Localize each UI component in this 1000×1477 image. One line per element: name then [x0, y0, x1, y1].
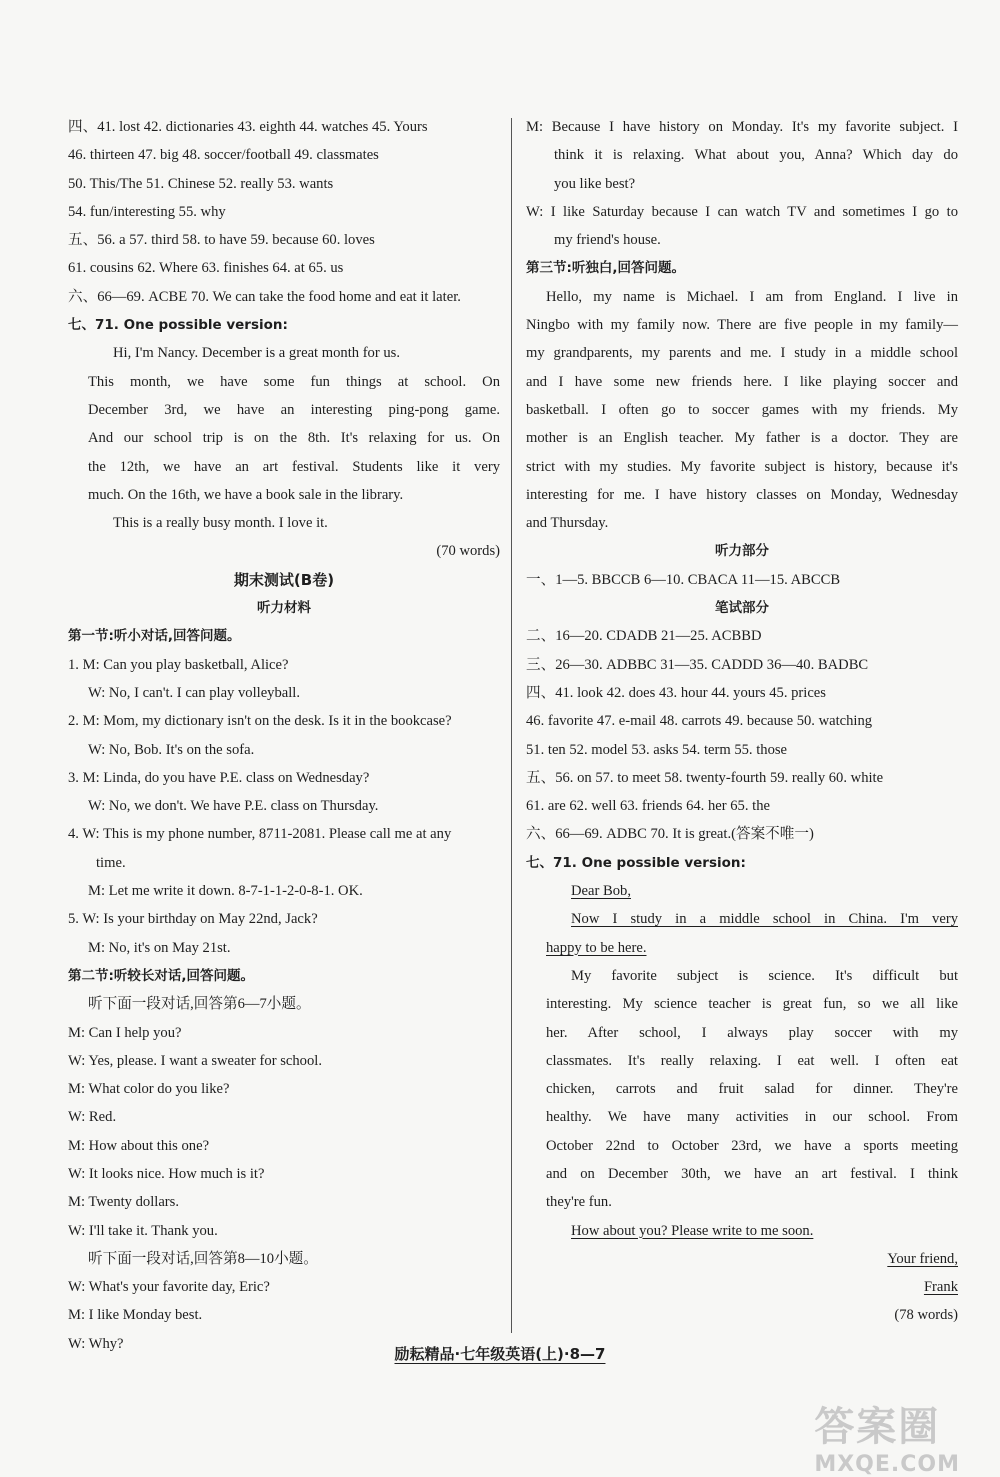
dialog-line: M: I like Monday best.: [68, 1307, 203, 1324]
column-divider: [511, 118, 512, 1333]
section-heading: 笔试部分: [715, 600, 769, 617]
dialog-line: M: Let me write it down. 8-7-1-1-2-0-8-1. OK.: [88, 883, 363, 900]
letter-line: [526, 934, 958, 962]
dialog-line: think it is relaxing. What about you, Anna? Which day do: [554, 147, 958, 164]
section-title: 第一节:听小对话,回答问题。: [68, 628, 241, 645]
essay-line: This month, we have some fun things at school. On: [88, 373, 500, 390]
letter-line: healthy. We have many activities in our school. From: [546, 1109, 958, 1126]
dialog-line: M: Can I help you?: [68, 1024, 182, 1041]
monologue-line: Hello, my name is Michael. I am from England. I live in: [546, 288, 958, 305]
dialog-line: M: Because I have history on Monday. It's my favorite subject. I: [526, 119, 958, 135]
dialog-line: M: What color do you like?: [68, 1081, 230, 1098]
letter-line: her. After school, I always play soccer with my: [546, 1024, 958, 1041]
essay-line: And our school trip is on the 8th. It's relaxing for us. On: [88, 430, 500, 447]
word-count: (70 words): [436, 543, 500, 560]
watermark-logo-text: 答案圈: [814, 1404, 941, 1450]
monologue-line: and Thursday.: [526, 515, 609, 532]
watermark: [814, 1395, 960, 1477]
word-count: (78 words): [894, 1307, 958, 1324]
right-column: [526, 113, 958, 1330]
salutation-text: Dear Bob,: [571, 883, 631, 900]
essay-line: much. On the 16th, we have a book sale in the library.: [88, 486, 404, 503]
dialog-line: W: No, I can't. I can play volleyball.: [88, 684, 301, 701]
watermark-url: MXQE.COM: [814, 1452, 960, 1477]
answer-line: 54. fun/interesting 55. why: [68, 203, 226, 220]
answer-line: 三、26—30. ADBBC 31—35. CADDD 36—40. BADBC: [526, 656, 869, 673]
letter-line: October 22nd to October 23rd, we have a sports meeting: [546, 1137, 958, 1154]
letter-intro-text: happy to be here.: [546, 939, 647, 956]
letter-line: interesting. My science teacher is great fun, so we all like: [546, 996, 958, 1013]
answer-line: 六、66—69. ACBE 70. We can take the food home and eat it later.: [68, 288, 461, 305]
essay-heading: 七、71. One possible version:: [68, 317, 288, 334]
dialog-line: W: I'll take it. Thank you.: [68, 1222, 218, 1239]
letter-line: classmates. It's really relaxing. I eat well. I often eat: [546, 1052, 958, 1069]
signature-text: Frank: [923, 1279, 958, 1296]
section-heading: 听力部分: [715, 543, 769, 560]
monologue-line: mother is an English teacher. My father is a doctor. They are: [526, 430, 958, 447]
signoff-text: Your friend,: [887, 1250, 958, 1267]
section-heading: 听力材料: [257, 600, 311, 617]
letter-line: [526, 905, 958, 933]
answer-line: 46. thirteen 47. big 48. soccer/football 49. classmates: [68, 147, 379, 164]
letter-closing: [526, 1217, 958, 1245]
answer-line: 六、66—69. ADBC 70. It is great.(答案不唯一): [526, 826, 814, 843]
answer-line: 四、41. look 42. does 43. hour 44. yours 45. prices: [526, 684, 826, 701]
section-title: 第三节:听独白,回答问题。: [526, 260, 686, 277]
dialog-line: W: What's your favorite day, Eric?: [68, 1279, 270, 1296]
left-column: [68, 113, 500, 1358]
answer-line: 五、56. on 57. to meet 58. twenty-fourth 59. really 60. white: [526, 769, 884, 786]
page-footer: [0, 1343, 1000, 1364]
dialog-line: W: Yes, please. I want a sweater for school.: [68, 1052, 322, 1069]
dialog-line: W: Red.: [68, 1109, 117, 1126]
exam-title: 期末测试(B卷): [233, 570, 335, 589]
essay-line: the 12th, we have an art festival. Students like it very: [88, 458, 500, 475]
dialog-line: M: How about this one?: [68, 1137, 210, 1154]
dialog-line: W: Why?: [68, 1335, 124, 1352]
answer-line: 46. favorite 47. e-mail 48. carrots 49. because 50. watching: [526, 713, 873, 730]
dialog-line: M: No, it's on May 21st.: [88, 939, 231, 956]
dialog-line: 4. W: This is my phone number, 8711-2081. Please call me at any: [68, 826, 452, 843]
dialog-line: W: It looks nice. How much is it?: [68, 1165, 265, 1182]
dialog-line: W: No, we don't. We have P.E. class on Thursday.: [88, 798, 379, 815]
instruction: 听下面一段对话,回答第6—7小题。: [88, 996, 311, 1013]
monologue-line: and I have some new friends here. I like playing soccer and: [526, 373, 958, 390]
dialog-line: M: Twenty dollars.: [68, 1194, 179, 1211]
letter-line: chicken, carrots and fruit salad for dinner. They're: [546, 1081, 958, 1098]
monologue-line: Ningbo with my family now. There are five people in my family—: [526, 317, 958, 334]
letter-signoff: [526, 1245, 958, 1273]
dialog-line: 1. M: Can you play basketball, Alice?: [68, 656, 289, 673]
dialog-line: 5. W: Is your birthday on May 22nd, Jack?: [68, 911, 318, 928]
essay-line: Hi, I'm Nancy. December is a great month for us.: [113, 345, 400, 362]
monologue-line: my grandparents, my parents and me. I study in a middle school: [526, 345, 958, 362]
essay-line: This is a really busy month. I love it.: [113, 515, 328, 532]
letter-line: and on December 30th, we have an art festival. I think: [546, 1165, 958, 1182]
essay-heading: 七、71. One possible version:: [526, 854, 746, 871]
dialog-line: you like best?: [554, 175, 636, 192]
dialog-line: my friend's house.: [554, 232, 661, 249]
letter-line: My favorite subject is science. It's difficult but: [571, 967, 958, 984]
dialog-line: time.: [96, 854, 126, 871]
letter-line: they're fun.: [546, 1194, 612, 1211]
closing-text: How about you? Please write to me soon.: [571, 1222, 814, 1239]
letter-intro-text: Now I study in a middle school in China. I'm very: [571, 911, 958, 928]
letter-salutation: [526, 877, 958, 905]
answer-line: 五、56. a 57. third 58. to have 59. because 60. loves: [68, 232, 375, 249]
answer-line: 一、1—5. BBCCB 6—10. CBACA 11—15. ABCCB: [526, 571, 841, 588]
answer-line: 61. cousins 62. Where 63. finishes 64. at 65. us: [68, 260, 344, 277]
dialog-line: 2. M: Mom, my dictionary isn't on the desk. Is it in the bookcase?: [68, 713, 452, 730]
answer-line: 51. ten 52. model 53. asks 54. term 55. those: [526, 741, 788, 758]
answer-line: 二、16—20. CDADB 21—25. ACBBD: [526, 628, 762, 645]
dialog-line: W: No, Bob. It's on the sofa.: [88, 741, 255, 758]
letter-signature: [526, 1273, 958, 1301]
dialog-line: 3. M: Linda, do you have P.E. class on Wednesday?: [68, 769, 370, 786]
footer-text: 励耘精品·七年级英语(上)·8—7: [394, 1345, 606, 1363]
dialog-line: W: I like Saturday because I can watch TV and sometimes I go to: [526, 203, 958, 220]
instruction: 听下面一段对话,回答第8—10小题。: [88, 1250, 318, 1267]
answer-line: 四、41. lost 42. dictionaries 43. eighth 44. watches 45. Yours: [68, 119, 428, 135]
answer-line: 50. This/The 51. Chinese 52. really 53. wants: [68, 175, 334, 192]
essay-line: December 3rd, we have an interesting ping-pong game.: [88, 401, 500, 418]
monologue-line: interesting for me. I have history classes on Monday, Wednesday: [526, 486, 958, 503]
answer-line: 61. are 62. well 63. friends 64. her 65. the: [526, 798, 770, 815]
monologue-line: strict with my studies. My favorite subject is history, because it's: [526, 458, 958, 475]
monologue-line: basketball. I often go to soccer games with my friends. My: [526, 401, 958, 418]
section-title: 第二节:听较长对话,回答问题。: [68, 967, 255, 984]
